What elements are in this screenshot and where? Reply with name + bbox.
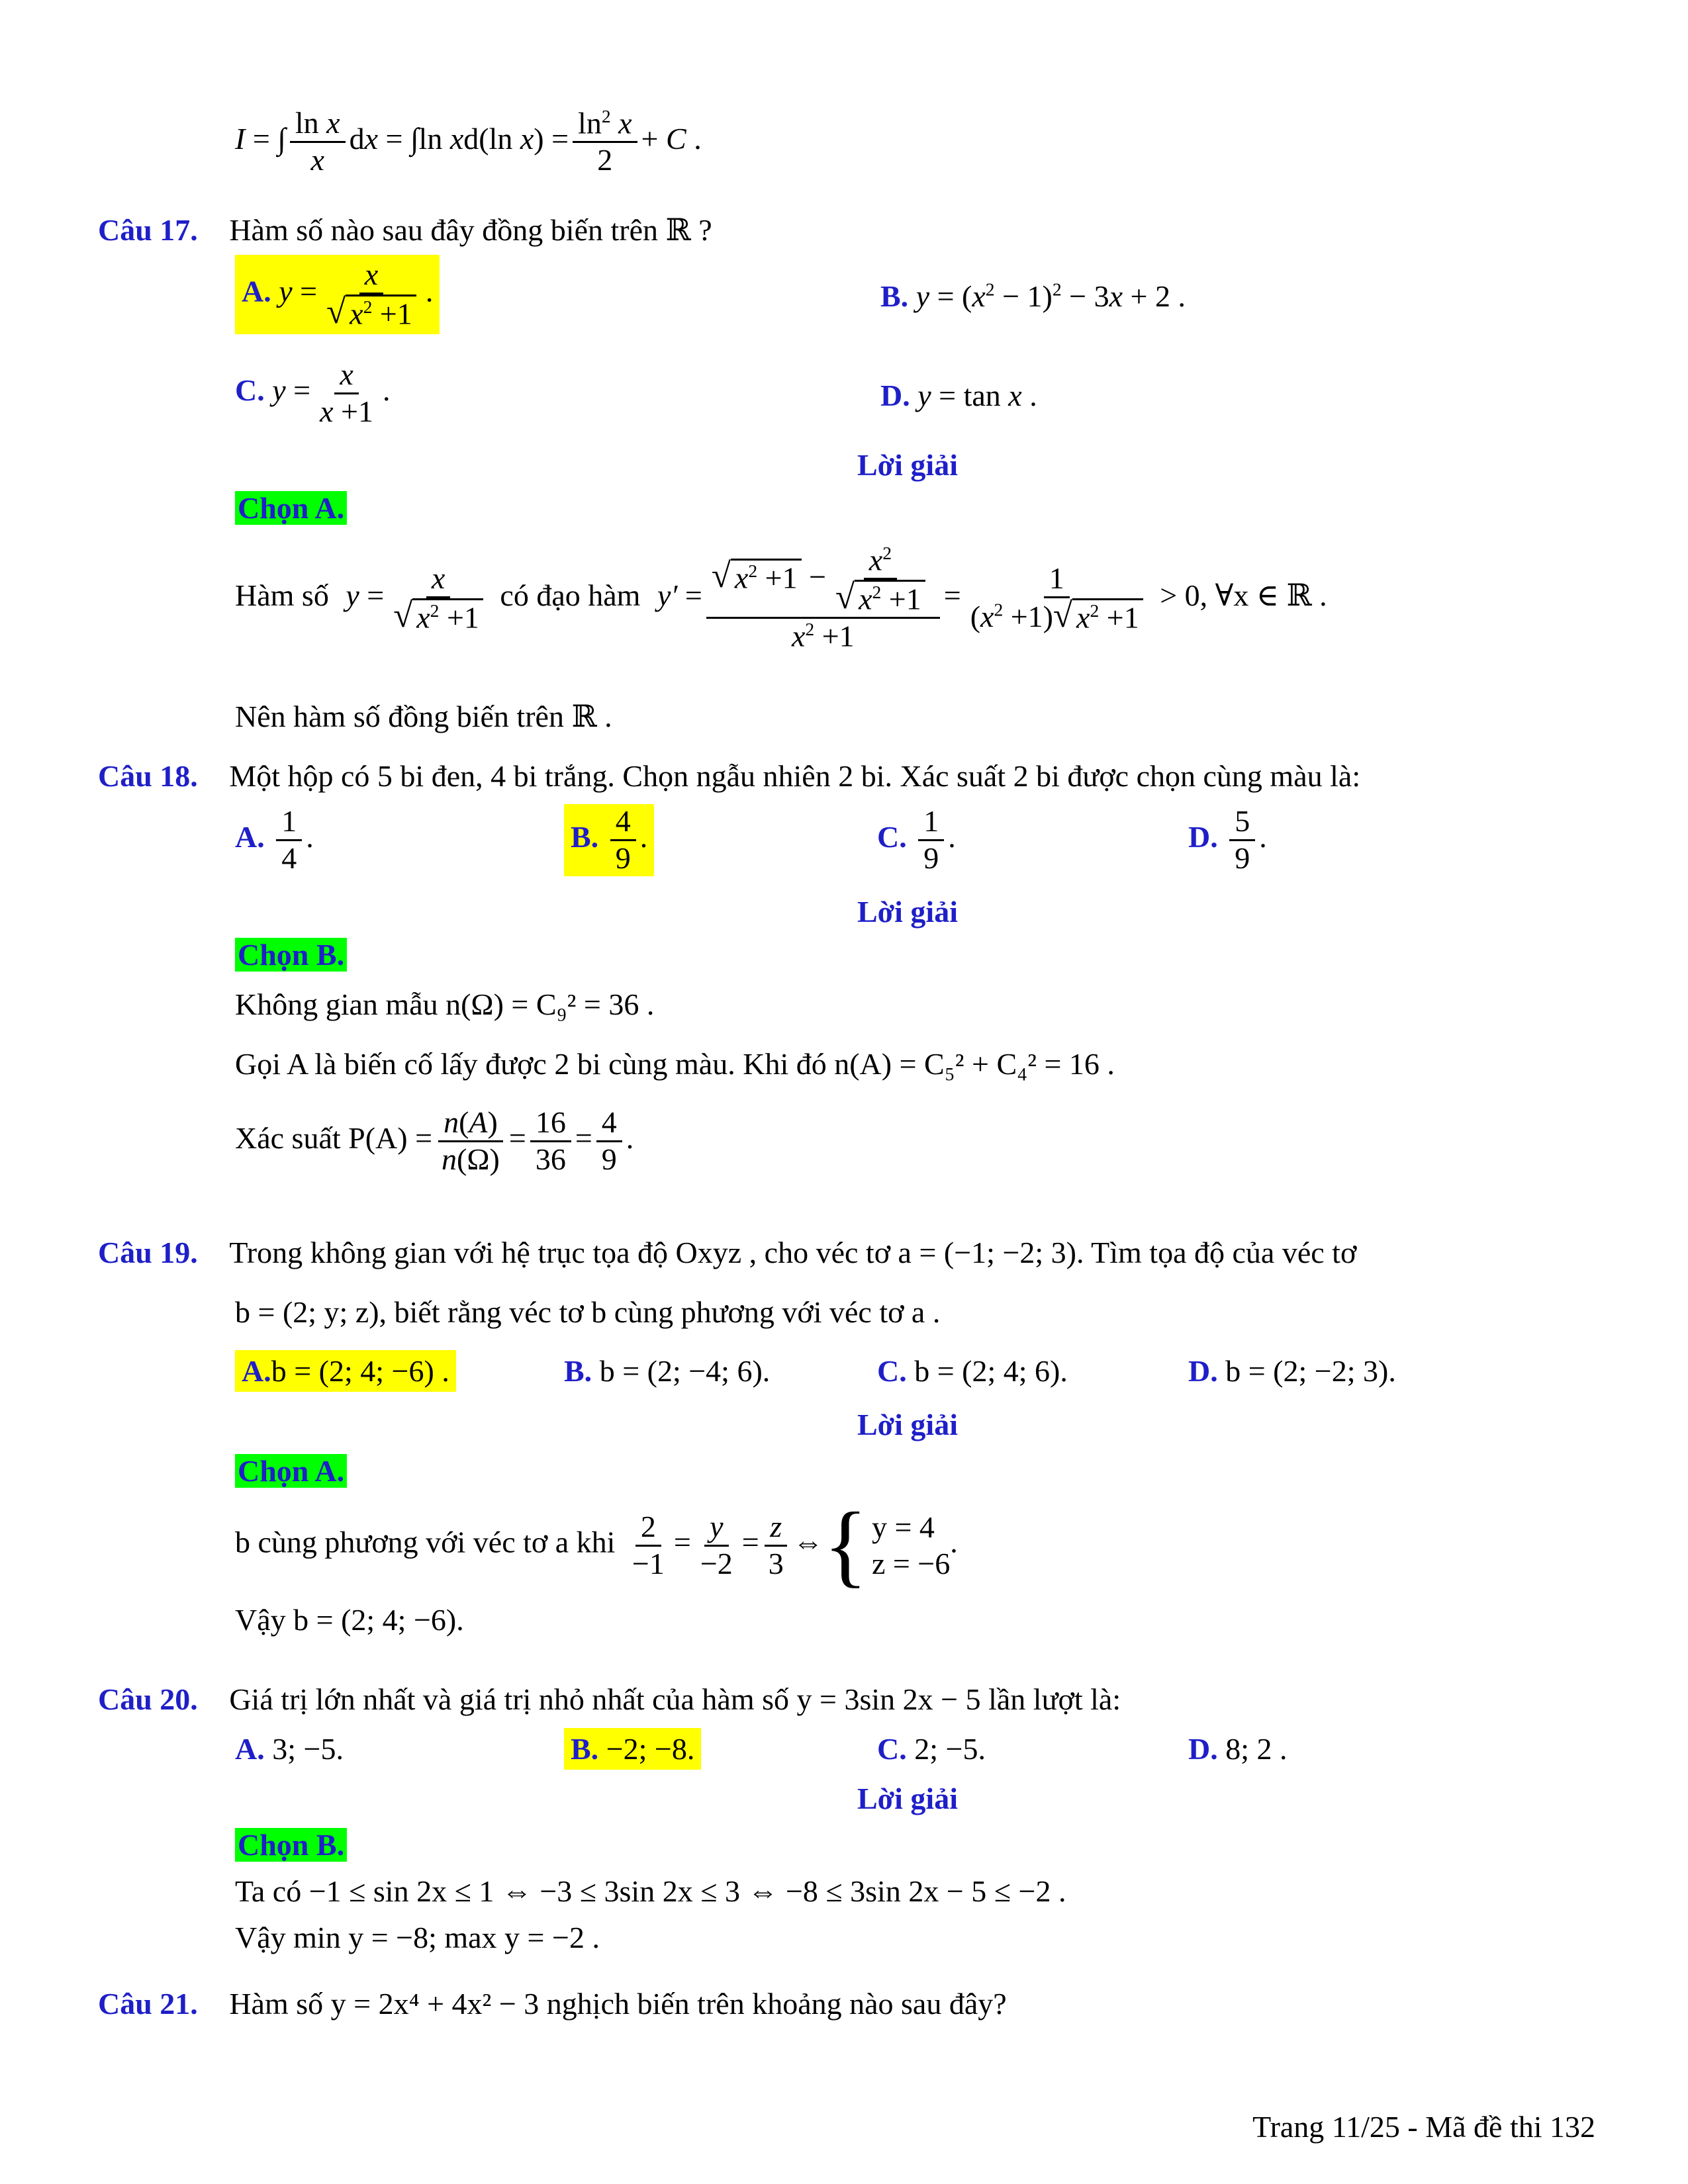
q17-option-b[interactable]: B. $y = (x^2 - 1)^2 - 3x + 2$ . (880, 279, 1186, 313)
q19-option-b[interactable]: B. b = (2; −4; 6). (564, 1354, 771, 1388)
q19-option-d[interactable]: D. b = (2; −2; 3). (1188, 1354, 1396, 1388)
question-label: Câu 17. (98, 213, 198, 247)
q17-loi-giai: Lời giải (857, 448, 958, 482)
q19-header: Câu 19. Trong không gian với hệ trục tọa độ Oxyz , cho véc tơ a = (−1; −2; 3). Tìm tọa độ của véc tơ (98, 1236, 1357, 1269)
q21-header: Câu 21. Hàm số y = 2x⁴ + 4x² − 3 nghịch biến trên khoảng nào sau đây? (98, 1987, 1007, 2021)
q19-text-2: b = (2; y; z), biết rằng véc tơ b cùng phương với véc tơ a . (235, 1295, 941, 1329)
q20-solution-1: Ta có −1 ≤ sin 2x ≤ 1 ⇔ −3 ≤ 3sin 2x ≤ 3 ⇔ −8 ≤ 3sin 2x − 5 ≤ −2 . (235, 1874, 1066, 1908)
q19-loi-giai: Lời giải (857, 1408, 958, 1441)
q20-loi-giai: Lời giải (857, 1782, 958, 1815)
q20-option-c[interactable]: C. 2; −5. (877, 1732, 986, 1766)
q18-header: Câu 18. Một hộp có 5 bi đen, 4 bi trắng. Chọn ngẫu nhiên 2 bi. Xác suất 2 bi được chọn cùng màu là: (98, 759, 1361, 793)
q20-chon: Chọn B. (235, 1827, 347, 1863)
q18-solution-2: Gọi A là biến cố lấy được 2 bi cùng màu. Khi đó n(A) = C₅² + C₄² = 16 . (235, 1047, 1115, 1081)
q18-chon: Chọn B. (235, 936, 347, 973)
q20-option-d[interactable]: D. 8; 2 . (1188, 1732, 1288, 1766)
q17-chon: Chọn A. (235, 490, 347, 526)
q20-option-b[interactable]: B. −2; −8. (564, 1728, 701, 1770)
q17-header (98, 212, 712, 248)
page-footer: Trang 11/25 - Mã đề thi 132 (1252, 2110, 1595, 2144)
question-text: Hàm số nào sau đây đồng biến trên ℝ ? (229, 213, 712, 247)
q19-chon: Chọn A. (235, 1453, 347, 1489)
q19-solution-1: b cùng phương với véc tơ a khi $\frac{2}{-1}$ = $\frac{y}{-2}$ = $\frac{z}{3}$ ⇔ { y = 4 z = −6 . (235, 1494, 958, 1596)
q17-solution-1: Hàm số y = x √ $x^2 +1$ có đạo hàm y′ = √ $x^2 +1$ − $x^2$ √ $x^2 +1$ $x^2 +1$ = 1 $(x^2 +1)$ √ $x^2 +1$ > 0, ∀x ∈ ℝ . (235, 543, 1327, 653)
q18-option-a[interactable]: A. $\frac{1}{4}$ . (235, 804, 314, 875)
q17-option-d[interactable]: D. y = tan x . (880, 379, 1037, 412)
q17-option-a[interactable]: A. y = x √ $x^2 +1$ . (235, 255, 440, 334)
q20-option-a[interactable]: A. 3; −5. (235, 1732, 344, 1766)
intro-formula: I = ∫ $\frac{\text{ln x}}{x}$ dx = ∫ln xd(ln x) = $\frac{\ln^2 x}{2}$ + C . (235, 106, 702, 177)
q18-solution-1: Không gian mẫu n(Ω) = C₉² = 36 . (235, 987, 655, 1021)
q18-solution-3: Xác suất P(A) = $\frac{n(A)}{n(\Omega)}$ = $\frac{16}{36}$ = $\frac{4}{9}$ . (235, 1105, 634, 1176)
q20-solution-2: Vậy min y = −8; max y = −2 . (235, 1921, 600, 1954)
q18-option-d[interactable]: D. $\frac{5}{9}$ . (1188, 804, 1267, 875)
q17-solution-2: Nên hàm số đồng biến trên ℝ . (235, 700, 612, 733)
q18-loi-giai: Lời giải (857, 895, 958, 929)
q18-option-c[interactable]: C. $\frac{1}{9}$ . (877, 804, 956, 875)
q18-option-b[interactable]: B. $\frac{4}{9}$ . (564, 804, 654, 876)
q17-option-c[interactable]: C. y = $\frac{x}{x +1}$ . (235, 357, 391, 428)
q19-solution-2: Vậy b = (2; 4; −6). (235, 1603, 464, 1637)
q19-option-c[interactable]: C. b = (2; 4; 6). (877, 1354, 1068, 1388)
q19-option-a[interactable]: A.b = (2; 4; −6) . (235, 1350, 456, 1392)
q20-header: Câu 20. Giá trị lớn nhất và giá trị nhỏ nhất của hàm số y = 3sin 2x − 5 lần lượt là: (98, 1682, 1121, 1716)
